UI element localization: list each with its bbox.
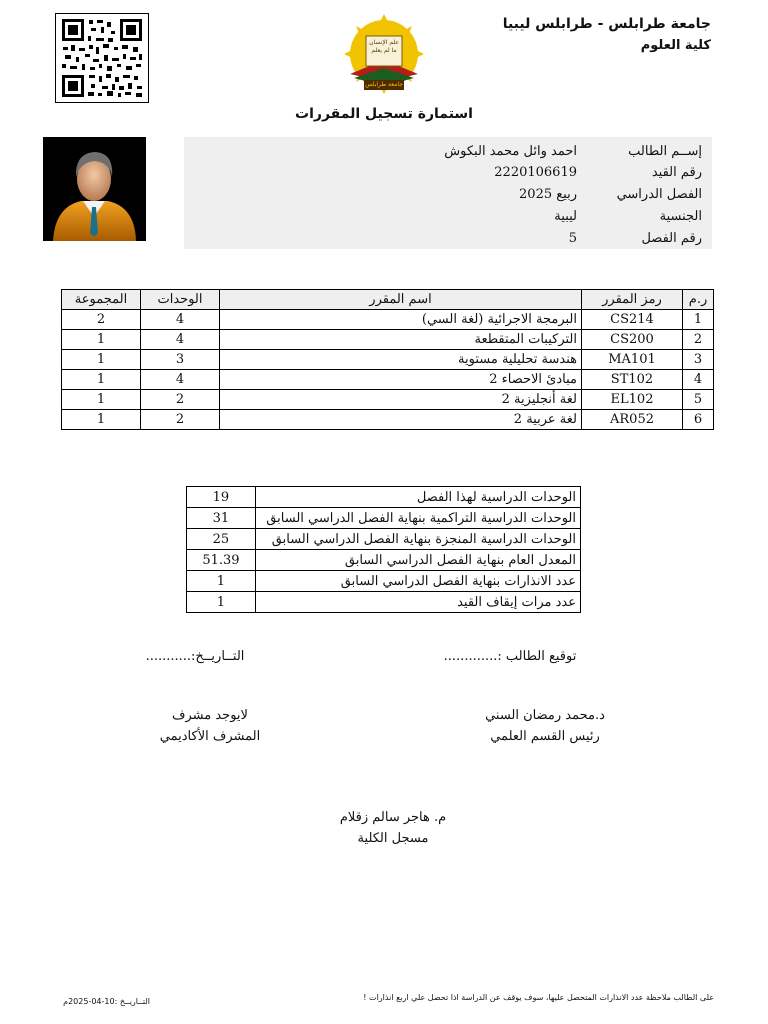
course-code: CS214 <box>582 310 683 330</box>
id-label: رقم القيد <box>651 165 702 180</box>
course-group: 1 <box>62 330 141 350</box>
summary-row <box>187 550 581 571</box>
course-num: 3 <box>683 350 714 370</box>
course-num: 5 <box>683 390 714 410</box>
course-units: 2 <box>141 410 220 430</box>
info-row-id <box>184 163 712 183</box>
summary-label: عدد الانذارات بنهاية الفصل الدراسي السابق <box>255 571 580 592</box>
course-units: 4 <box>141 330 220 350</box>
semester-label: الفصل الدراسي <box>616 187 702 202</box>
table-row <box>62 330 714 350</box>
table-row <box>62 370 714 390</box>
summary-row <box>187 508 581 529</box>
course-code: ST102 <box>582 370 683 390</box>
student-avatar <box>43 137 146 241</box>
info-row-name <box>184 142 712 162</box>
university-name: جامعة طرابلس - طرابلس ليبيا <box>502 16 711 32</box>
course-group: 1 <box>62 370 141 390</box>
col-header-group: المجموعة <box>62 290 141 310</box>
summary-value: 51.39 <box>187 550 256 571</box>
course-name: لغة عربية 2 <box>220 410 582 430</box>
name-label: إســم الطالب <box>628 144 702 159</box>
nationality-value: ليبية <box>554 209 577 224</box>
name-value: احمد وائل محمد البكوش <box>444 144 577 159</box>
course-units: 3 <box>141 350 220 370</box>
qr-code <box>55 13 149 103</box>
info-row-term <box>184 229 712 249</box>
table-row <box>62 310 714 330</box>
course-group: 2 <box>62 310 141 330</box>
term-number-label: رقم الفصل <box>641 231 702 246</box>
person-icon <box>43 137 146 241</box>
university-logo <box>336 12 432 98</box>
table-row <box>62 350 714 370</box>
course-num: 6 <box>683 410 714 430</box>
course-group: 1 <box>62 390 141 410</box>
summary-row <box>187 487 581 508</box>
summary-label: الوحدات الدراسية المنجزة بنهاية الفصل الدراسي السابق <box>255 529 580 550</box>
col-header-units: الوحدات <box>141 290 220 310</box>
course-num: 4 <box>683 370 714 390</box>
faculty-name: كلية العلوم <box>640 38 711 53</box>
registrar-title: مسجل الكلية <box>357 831 429 846</box>
summary-label: عدد مرات إيقاف القيد <box>255 592 580 613</box>
logo-banner: جامعة طرابلس <box>365 81 403 88</box>
table-row <box>62 410 714 430</box>
student-info-panel <box>184 137 712 249</box>
nationality-label: الجنسية <box>659 209 702 224</box>
courses-header-row <box>62 290 714 310</box>
summary-table <box>186 486 581 613</box>
qr-code-graphic <box>56 14 148 102</box>
summary-value: 1 <box>187 571 256 592</box>
summary-label: الوحدات الدراسية التراكمية بنهاية الفصل الدراسي السابق <box>255 508 580 529</box>
summary-row <box>187 571 581 592</box>
course-name: التركيبات المتقطعة <box>220 330 582 350</box>
date-signature-line: التــاريــخ:........... <box>145 649 245 664</box>
col-header-name: اسم المقرر <box>220 290 582 310</box>
summary-value: 19 <box>187 487 256 508</box>
registrar-name: م. هاجر سالم زقلام <box>339 810 447 825</box>
course-group: 1 <box>62 410 141 430</box>
col-header-num: ر.م <box>683 290 714 310</box>
course-name: هندسة تحليلية مستوية <box>220 350 582 370</box>
course-code: CS200 <box>582 330 683 350</box>
course-units: 4 <box>141 370 220 390</box>
summary-value: 31 <box>187 508 256 529</box>
summary-row <box>187 592 581 613</box>
course-code: AR052 <box>582 410 683 430</box>
course-units: 4 <box>141 310 220 330</box>
department-head-title: رئيس القسم العلمي <box>490 729 600 744</box>
academic-advisor-name: لايوجد مشرف <box>172 708 248 723</box>
course-name: لغة أنجليزية 2 <box>220 390 582 410</box>
course-name: مبادئ الاحصاء 2 <box>220 370 582 390</box>
term-number-value: 5 <box>568 231 577 246</box>
course-group: 1 <box>62 350 141 370</box>
course-name: البرمجة الاجرائية (لغة السي) <box>220 310 582 330</box>
semester-value: ربيع 2025 <box>519 187 577 202</box>
table-row <box>62 390 714 410</box>
course-units: 2 <box>141 390 220 410</box>
logo-motto: علم الإنسان ما لم يعلم <box>369 39 399 54</box>
summary-value: 1 <box>187 592 256 613</box>
summary-row <box>187 529 581 550</box>
course-num: 2 <box>683 330 714 350</box>
form-title: استمارة تسجيل المقررات <box>295 106 473 122</box>
courses-table <box>61 289 714 430</box>
course-num: 1 <box>683 310 714 330</box>
summary-value: 25 <box>187 529 256 550</box>
summary-label: الوحدات الدراسية لهذا الفصل <box>255 487 580 508</box>
academic-advisor-title: المشرف الأكاديمي <box>159 729 261 744</box>
info-row-semester <box>184 185 712 205</box>
id-value: 2220106619 <box>494 165 577 180</box>
department-head-name: د.محمد رمضان السني <box>485 708 605 723</box>
summary-label: المعدل العام بنهاية الفصل الدراسي السابق <box>255 550 580 571</box>
info-row-nationality <box>184 207 712 227</box>
footer-warning-note: على الطالب ملاحظة عدد الانذارات المتحصل عليها، سوف يوقف عن الدراسة اذا تحصل علي اربع انذارات ! <box>363 993 714 1002</box>
course-code: EL102 <box>582 390 683 410</box>
footer-print-date: التــاريــخ :10-04-2025م <box>63 997 150 1006</box>
student-signature-line: توقيع الطالب :............. <box>443 649 577 664</box>
course-code: MA101 <box>582 350 683 370</box>
col-header-code: رمز المقرر <box>582 290 683 310</box>
